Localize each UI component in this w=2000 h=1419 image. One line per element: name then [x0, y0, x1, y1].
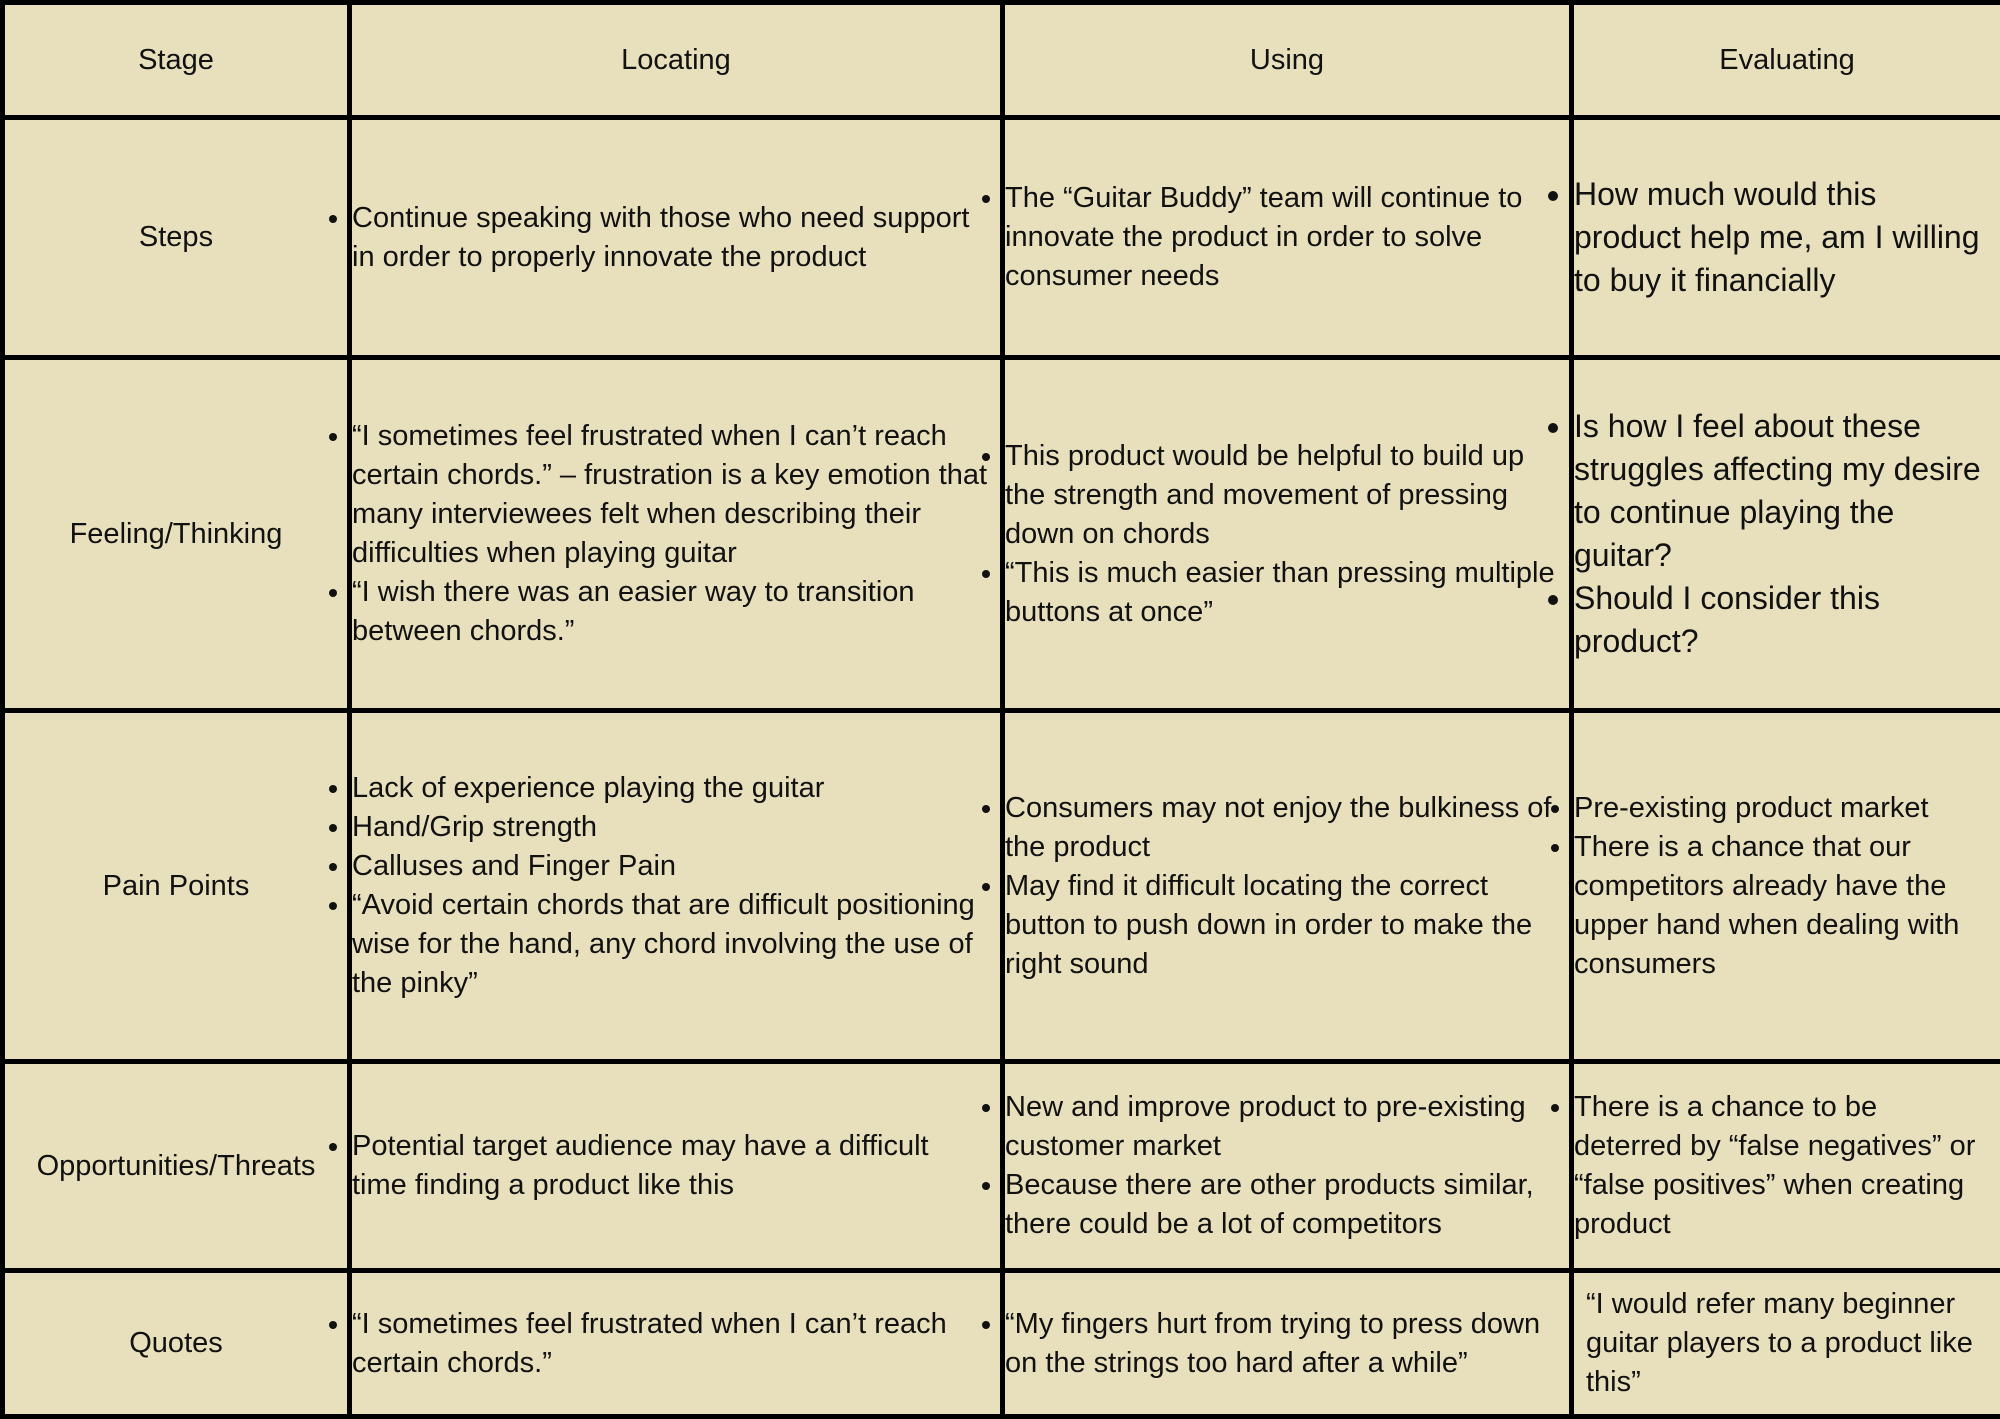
opportunities-using-cell	[1003, 1062, 1572, 1271]
stage-pain-points: Pain Points	[3, 711, 350, 1062]
quotes-locating-cell	[350, 1271, 1003, 1417]
list-item: • Hand/Grip strength	[352, 808, 990, 847]
list-item: • “I wish there was an easier way to transition between chords.”	[352, 573, 990, 651]
pain-locating-cell	[350, 711, 1003, 1062]
list-item: • “I sometimes feel frustrated when I can’t reach certain chords.” – frustration is a key emotion that many interviewees felt when describing their difficulties when playing guitar	[352, 417, 990, 573]
list-item: • Calluses and Finger Pain	[352, 847, 990, 886]
table-row	[3, 118, 2000, 358]
steps-evaluating-cell	[1572, 118, 2000, 358]
table-row	[3, 711, 2000, 1062]
table-row	[3, 1062, 2000, 1271]
list-item: • Continue speaking with those who need support in order to properly innovate the product	[352, 199, 990, 277]
list-item: • “My fingers hurt from trying to press down on the strings too hard after a while”	[1005, 1305, 1559, 1383]
list-item: • Lack of experience playing the guitar	[352, 769, 990, 808]
table-row	[3, 1271, 2000, 1417]
feeling-locating-cell	[350, 358, 1003, 711]
list-item: • Because there are other products similar, there could be a lot of competitors	[1005, 1166, 1559, 1244]
list-item: • Pre-existing product market	[1574, 789, 1990, 828]
list-item: • How much would this product help me, am I willing to buy it financially	[1574, 173, 1990, 302]
feeling-evaluating-cell	[1572, 358, 2000, 711]
feeling-using-cell	[1003, 358, 1572, 711]
list-item: • May find it difficult locating the correct button to push down in order to make the right sound	[1005, 867, 1559, 984]
steps-locating-cell	[350, 118, 1003, 358]
list-item: • The “Guitar Buddy” team will continue to innovate the product in order to solve consumer needs	[1005, 179, 1559, 296]
list-item: • Consumers may not enjoy the bulkiness of the product	[1005, 789, 1559, 867]
list-item: • “This is much easier than pressing multiple buttons at once”	[1005, 554, 1559, 632]
stage-feeling-thinking: Feeling/Thinking	[3, 358, 350, 711]
list-item: • Is how I feel about these struggles affecting my desire to continue playing the guitar?	[1574, 405, 1990, 577]
list-item: • New and improve product to pre-existing customer market	[1005, 1088, 1559, 1166]
list-item: • “I sometimes feel frustrated when I can’t reach certain chords.”	[352, 1305, 990, 1383]
opportunities-locating-cell	[350, 1062, 1003, 1271]
stage-steps: Steps	[3, 118, 350, 358]
list-item: • Potential target audience may have a difficult time finding a product like this	[352, 1127, 990, 1205]
list-item: • This product would be helpful to build up the strength and movement of pressing down on chords	[1005, 437, 1559, 554]
stage-opportunities-threats: Opportunities/Threats	[3, 1062, 350, 1271]
pain-evaluating-cell	[1572, 711, 2000, 1062]
header-using: Using	[1003, 3, 1572, 118]
header-locating: Locating	[350, 3, 1003, 118]
quotes-using-cell	[1003, 1271, 1572, 1417]
pain-using-cell	[1003, 711, 1572, 1062]
stage-quotes: Quotes	[3, 1271, 350, 1417]
table-row	[3, 358, 2000, 711]
list-item: • “Avoid certain chords that are difficult positioning wise for the hand, any chord involving the use of the pinky”	[352, 886, 990, 1003]
header-row	[3, 3, 2000, 118]
header-stage: Stage	[3, 3, 350, 118]
list-item: • There is a chance that our competitors already have the upper hand when dealing with consumers	[1574, 828, 1990, 984]
opportunities-evaluating-cell	[1572, 1062, 2000, 1271]
list-item: • Should I consider this product?	[1574, 577, 1990, 663]
header-evaluating: Evaluating	[1572, 3, 2000, 118]
quotes-evaluating-cell: “I would refer many beginner guitar players to a product like this”	[1572, 1271, 2000, 1417]
steps-using-cell	[1003, 118, 1572, 358]
list-item: • There is a chance to be deterred by “false negatives” or “false positives” when creating product	[1574, 1088, 1990, 1244]
